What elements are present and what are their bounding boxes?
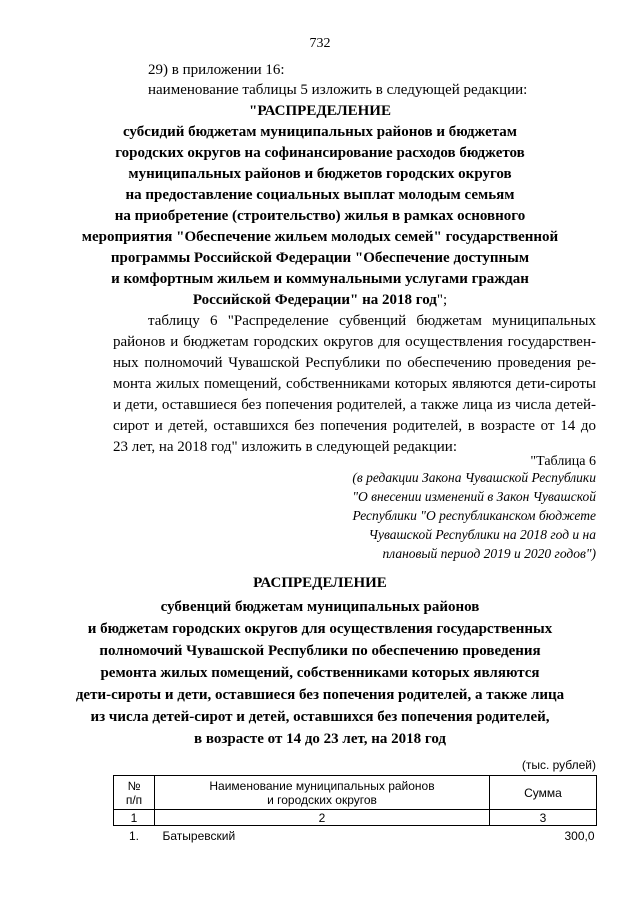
- paragraph-last-line: 23 лет, на 2018 год" изложить в следующей редакции:: [113, 439, 458, 455]
- table5-title-line: субсидий бюджетам муниципальных районов и бюджетам: [122, 124, 518, 140]
- table6-title-line: из числа детей-сирот и детей, оставшихся без попечения родителей,: [90, 709, 550, 725]
- table6-title-line: ремонта жилых помещений, собственниками которых являются: [100, 665, 540, 681]
- page-number: 732: [309, 36, 331, 51]
- table5-title-line: городских округов на софинансирование расходов бюджетов: [115, 145, 525, 161]
- row-number: 1.: [128, 828, 139, 843]
- edition-note-line: (в редакции Закона Чувашской Республики: [352, 470, 596, 485]
- header-sum: Сумма: [490, 776, 597, 810]
- header-number: [114, 776, 155, 810]
- table-header-row: [114, 776, 597, 810]
- header-number-line2: п/п: [125, 792, 143, 807]
- table-row: [114, 826, 597, 846]
- paragraph-line: таблицу 6 "Распределение субвенций бюджетам муниципальных: [148, 313, 596, 329]
- table6-label: "Таблица 6: [530, 454, 596, 469]
- table6-title-line: РАСПРЕДЕЛЕНИЕ: [253, 575, 387, 591]
- numbering-cell: 2: [155, 810, 490, 826]
- table6-title-line: и бюджетам городских округов для осуществления государственных: [87, 621, 553, 637]
- numbering-cell: 3: [490, 810, 597, 826]
- table5-title-line: мероприятия "Обеспечение жильем молодых семей" государственной: [81, 229, 559, 245]
- table5-title-line: программы Российской Федерации "Обеспечение доступным: [110, 250, 530, 266]
- paragraph-line: сирот и детей, оставшихся без попечения родителей, в возрасте от 14 до: [113, 418, 596, 434]
- edition-note-line: плановый период 2019 и 2020 годов"): [382, 546, 596, 561]
- table5-title-line: на предоставление социальных выплат молодым семьям: [125, 187, 515, 203]
- intro-item: 29) в приложении 16:: [148, 62, 285, 78]
- header-number-line1: №: [127, 778, 141, 793]
- allocation-table: [113, 775, 597, 846]
- table5-title-line: "РАСПРЕДЕЛЕНИЕ: [249, 103, 391, 119]
- paragraph-line: районов и бюджетам городских округов для осуществления государствен-: [113, 334, 596, 350]
- numbering-cell: 1: [114, 810, 155, 826]
- header-name-line2: и городских округов: [267, 792, 377, 807]
- table5-title-line: муниципальных районов и бюджетов городских округов: [128, 166, 512, 182]
- table6-title-line: полномочий Чувашской Республики по обеспечению проведения: [99, 643, 541, 659]
- table5-title-tail: ";: [436, 292, 448, 308]
- table6-title-line: дети-сироты и дети, оставшиеся без попечения родителей, а также лица: [75, 687, 565, 703]
- units-label: (тыс. рублей): [521, 758, 596, 772]
- row-name: Батыревский: [162, 828, 236, 843]
- table5-title-last-line: [0, 290, 640, 310]
- paragraph-line: монта жилых помещений, собственниками которых являются дети-сироты: [113, 376, 596, 392]
- table6-title-line: в возрасте от 14 до 23 лет, на 2018 год: [194, 731, 446, 747]
- edition-note-line: Чувашской Республики на 2018 год и на: [368, 527, 596, 542]
- edition-note-line: Республики "О республиканском бюджете: [352, 508, 596, 523]
- table5-title-line: на приобретение (строительство) жилья в рамках основного: [114, 208, 526, 224]
- table5-title-last: Российской Федерации" на 2018 год: [192, 292, 437, 308]
- table-numbering-row: [114, 810, 597, 826]
- header-name: [155, 776, 490, 810]
- header-name-line1: Наименование муниципальных районов: [209, 778, 435, 793]
- row-sum: 300,0: [564, 828, 595, 843]
- paragraph-line: ных полномочий Чувашской Республики по обеспечению проведения ре-: [113, 355, 596, 371]
- intro-instruction: наименование таблицы 5 изложить в следующей редакции:: [148, 82, 528, 98]
- table6-title-line: субвенций бюджетам муниципальных районов: [160, 599, 480, 615]
- table5-title-line: и комфортным жильем и коммунальными услугами граждан: [111, 271, 529, 287]
- paragraph-line: и дети, оставшиеся без попечения родителей, а также лица из числа детей-: [113, 397, 596, 413]
- edition-note-line: "О внесении изменений в Закон Чувашской: [352, 489, 596, 504]
